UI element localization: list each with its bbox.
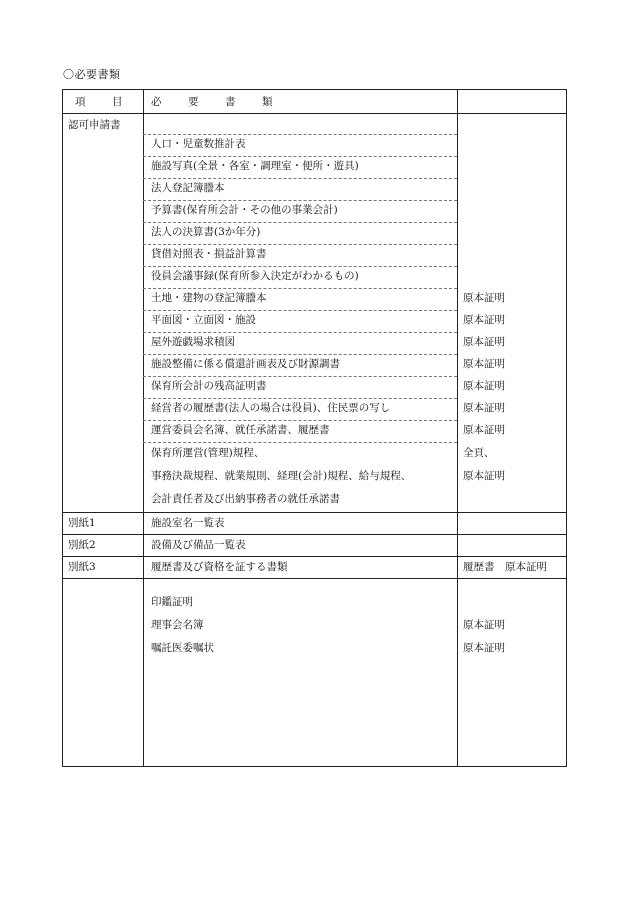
list-item: 法人の決算書(3か年分) [151,226,261,238]
list-item-note: 全頁、 [463,447,495,459]
list-item-note: 原本証明 [463,470,505,482]
row-divider [143,332,457,333]
list-item-note: 原本証明 [463,314,505,326]
section-rule [63,578,566,579]
list-item: 嘱託医委嘱状 [151,642,214,654]
list-item: 平面図・立面図・施設 [151,314,256,326]
row-divider [143,354,457,355]
list-item: 履歴書及び資格を証する書類 [151,561,288,573]
section-rule [63,556,566,557]
list-item: 土地・建物の登記簿謄本 [151,292,267,304]
list-item: 人口・児童数推計表 [151,138,246,150]
column-divider [457,90,458,766]
list-item-note: 原本証明 [463,358,505,370]
row-label-attachment-2: 別紙2 [68,539,96,551]
list-item-note: 原本証明 [463,336,505,348]
list-item-note: 原本証明 [463,292,505,304]
row-divider [143,178,457,179]
header-documents: 必 要 書 類 [151,96,281,108]
list-item-note: 原本証明 [463,642,505,654]
list-item: 法人登記簿謄本 [151,182,225,194]
row-divider [143,442,457,443]
list-item-rules-line: 事務決裁規程、就業規則、経理(会計)規程、給与規程、 [151,470,412,482]
section-rule [63,534,566,535]
row-divider [143,244,457,245]
section-rule [63,512,566,513]
row-divider [143,376,457,377]
list-item: 経営者の履歴書(法人の場合は役員)、住民票の写し [151,402,391,414]
row-divider [143,398,457,399]
list-item: 貸借対照表・損益計算書 [151,248,267,260]
list-item: 印鑑証明 [151,596,193,608]
row-label-attachment-1: 別紙1 [68,517,96,529]
list-item-note: 履歴書 原本証明 [463,561,547,573]
row-divider [143,222,457,223]
row-divider [143,200,457,201]
required-documents-table [62,89,567,767]
list-item: 施設写真(全景・各室・調理室・便所・遊具) [151,160,359,172]
row-label-attachment-3: 別紙3 [68,561,96,573]
row-divider [143,134,457,135]
row-divider [143,156,457,157]
list-item-note: 原本証明 [463,402,505,414]
header-rule [63,113,566,114]
list-item: 施設室名一覧表 [151,517,225,529]
row-divider [143,266,457,267]
list-item-note: 原本証明 [463,380,505,392]
list-item: 施設整備に係る償還計画表及び財源調書 [151,358,340,370]
row-divider [143,310,457,311]
list-item: 屋外遊戯場求積図 [151,336,235,348]
list-item: 設備及び備品一覧表 [151,539,246,551]
list-item: 予算書(保育所会計・その他の事業会計) [151,204,338,216]
row-label-application: 認可申請書 [68,119,121,131]
list-item: 理事会名簿 [151,619,204,631]
header-item: 項 目 [75,96,131,108]
list-item-rules-line: 保育所運営(管理)規程、 [151,447,265,459]
list-item-rules-line: 会計責任者及び出納事務者の就任承諾書 [151,493,340,505]
list-item: 保育所会計の残高証明書 [151,380,267,392]
row-divider [143,420,457,421]
list-item-note: 原本証明 [463,619,505,631]
row-divider [143,288,457,289]
list-item: 運営委員会名簿、就任承諾書、履歴書 [151,424,330,436]
list-item: 役員会議事録(保育所参入決定がわかるもの) [151,270,359,282]
column-divider [143,90,144,766]
list-item-note: 原本証明 [463,424,505,436]
section-heading: 〇必要書類 [63,68,121,81]
